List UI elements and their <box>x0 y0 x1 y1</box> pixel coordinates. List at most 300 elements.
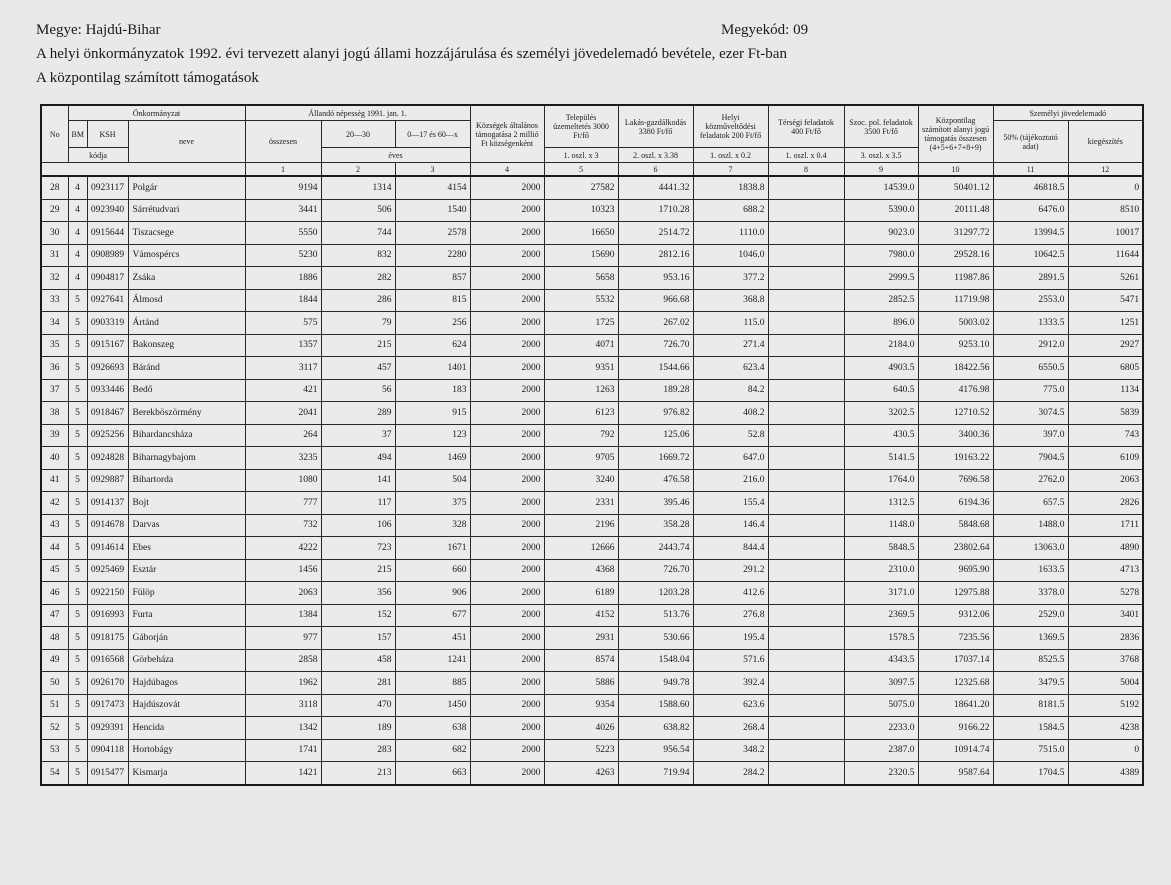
cell-kozponti: 7235.56 <box>918 627 993 650</box>
cell-age-20-30: 458 <box>321 649 395 672</box>
header-telepules: Település üzemeltetés 3000 Ft/fő <box>544 105 618 148</box>
cell-population-total: 1844 <box>245 289 321 312</box>
cell-kozponti: 6194.36 <box>918 492 993 515</box>
document-title: A helyi önkormányzatok 1992. évi tervezett alanyi jogú állami hozzájárulása és személyi jövedelemadó bevétele, ezer Ft-ban <box>36 46 787 62</box>
cell-age-20-30: 457 <box>321 357 395 380</box>
subsidy-table <box>40 104 1144 786</box>
cell-kiegeszites: 2927 <box>1068 334 1143 357</box>
cell-name: Bojt <box>128 492 245 515</box>
cell-name: Bedő <box>128 379 245 402</box>
cell-kozsegek: 2000 <box>470 244 544 267</box>
cell-age-0-17: 885 <box>395 672 470 695</box>
cell-bm: 4 <box>68 176 87 199</box>
cell-bm: 5 <box>68 402 87 425</box>
cell-ksh: 0923940 <box>87 199 128 222</box>
cell-telepules: 2931 <box>544 627 618 650</box>
cell-kozsegek: 2000 <box>470 582 544 605</box>
cell-no: 31 <box>41 244 68 267</box>
cell-kozsegek: 2000 <box>470 469 544 492</box>
cell-no: 43 <box>41 514 68 537</box>
cell-helyi: 115.0 <box>693 312 768 335</box>
cell-lakas: 358.28 <box>618 514 693 537</box>
cell-helyi: 84.2 <box>693 379 768 402</box>
cell-age-20-30: 117 <box>321 492 395 515</box>
cell-bm: 5 <box>68 559 87 582</box>
cell-name: Vámospércs <box>128 244 245 267</box>
table-row <box>41 469 1143 492</box>
cell-bm: 5 <box>68 289 87 312</box>
cell-kiegeszites: 0 <box>1068 176 1143 199</box>
cell-kozsegek: 2000 <box>470 222 544 245</box>
cell-szoc: 640.5 <box>844 379 918 402</box>
cell-tersegi <box>768 244 844 267</box>
cell-telepules: 1725 <box>544 312 618 335</box>
header-kozponti: Központilag számított alanyi jogú támogatás összesen (4+5+6+7+8+9) <box>918 105 993 163</box>
cell-population-total: 3118 <box>245 694 321 717</box>
cell-telepules: 1263 <box>544 379 618 402</box>
cell-lakas: 2443.74 <box>618 537 693 560</box>
cell-lakas: 530.66 <box>618 627 693 650</box>
header-col-number: 1 <box>245 163 321 177</box>
cell-age-0-17: 915 <box>395 402 470 425</box>
cell-name: Hajdúszovát <box>128 694 245 717</box>
cell-szja-50: 657.5 <box>993 492 1068 515</box>
cell-helyi: 408.2 <box>693 402 768 425</box>
cell-kozponti: 20111.48 <box>918 199 993 222</box>
cell-kiegeszites: 4389 <box>1068 762 1143 785</box>
cell-szja-50: 2529.0 <box>993 604 1068 627</box>
cell-no: 30 <box>41 222 68 245</box>
cell-population-total: 421 <box>245 379 321 402</box>
cell-bm: 5 <box>68 469 87 492</box>
cell-population-total: 2858 <box>245 649 321 672</box>
cell-population-total: 777 <box>245 492 321 515</box>
cell-tersegi <box>768 604 844 627</box>
cell-no: 41 <box>41 469 68 492</box>
cell-szoc: 9023.0 <box>844 222 918 245</box>
cell-no: 35 <box>41 334 68 357</box>
cell-bm: 5 <box>68 514 87 537</box>
cell-ksh: 0925256 <box>87 424 128 447</box>
cell-helyi: 392.4 <box>693 672 768 695</box>
cell-bm: 5 <box>68 379 87 402</box>
cell-kozsegek: 2000 <box>470 176 544 199</box>
cell-szja-50: 2762.0 <box>993 469 1068 492</box>
cell-szoc: 4343.5 <box>844 649 918 672</box>
cell-no: 33 <box>41 289 68 312</box>
cell-lakas: 2812.16 <box>618 244 693 267</box>
table-row <box>41 694 1143 717</box>
cell-age-0-17: 660 <box>395 559 470 582</box>
cell-kozponti: 11719.98 <box>918 289 993 312</box>
cell-lakas: 726.70 <box>618 334 693 357</box>
cell-kiegeszites: 4238 <box>1068 717 1143 740</box>
cell-population-total: 4222 <box>245 537 321 560</box>
table-row <box>41 289 1143 312</box>
cell-bm: 5 <box>68 334 87 357</box>
cell-kiegeszites: 5261 <box>1068 267 1143 290</box>
cell-age-0-17: 857 <box>395 267 470 290</box>
cell-tersegi <box>768 379 844 402</box>
table-row <box>41 492 1143 515</box>
cell-age-0-17: 1401 <box>395 357 470 380</box>
cell-age-20-30: 494 <box>321 447 395 470</box>
cell-tersegi <box>768 357 844 380</box>
cell-name: Tiszacsege <box>128 222 245 245</box>
header-col-number: 7 <box>693 163 768 177</box>
cell-helyi: 623.6 <box>693 694 768 717</box>
cell-ksh: 0903319 <box>87 312 128 335</box>
header-telepules-formula: 1. oszl. x 3 <box>544 148 618 163</box>
cell-age-0-17: 663 <box>395 762 470 785</box>
cell-kozsegek: 2000 <box>470 334 544 357</box>
cell-ksh: 0904118 <box>87 739 128 762</box>
cell-age-20-30: 189 <box>321 717 395 740</box>
cell-population-total: 5230 <box>245 244 321 267</box>
table-row <box>41 672 1143 695</box>
cell-lakas: 638.82 <box>618 717 693 740</box>
cell-kozponti: 5848.68 <box>918 514 993 537</box>
cell-kozponti: 3400.36 <box>918 424 993 447</box>
cell-population-total: 1456 <box>245 559 321 582</box>
cell-bm: 5 <box>68 762 87 785</box>
cell-age-20-30: 213 <box>321 762 395 785</box>
cell-helyi: 284.2 <box>693 762 768 785</box>
cell-tersegi <box>768 176 844 199</box>
cell-kozponti: 19163.22 <box>918 447 993 470</box>
cell-szja-50: 1633.5 <box>993 559 1068 582</box>
cell-szoc: 5075.0 <box>844 694 918 717</box>
cell-ksh: 0918175 <box>87 627 128 650</box>
table-row <box>41 244 1143 267</box>
cell-ksh: 0916568 <box>87 649 128 672</box>
header-helyi: Helyi közműveltődési feladatok 200 Ft/fő <box>693 105 768 148</box>
cell-helyi: 1838.8 <box>693 176 768 199</box>
cell-telepules: 3240 <box>544 469 618 492</box>
cell-tersegi <box>768 537 844 560</box>
header-szoc-formula: 3. oszl. x 3.5 <box>844 148 918 163</box>
cell-age-20-30: 106 <box>321 514 395 537</box>
cell-bm: 4 <box>68 244 87 267</box>
cell-name: Hortobágy <box>128 739 245 762</box>
cell-szoc: 2310.0 <box>844 559 918 582</box>
cell-kozponti: 50401.12 <box>918 176 993 199</box>
cell-telepules: 10323 <box>544 199 618 222</box>
cell-kozsegek: 2000 <box>470 402 544 425</box>
cell-age-0-17: 638 <box>395 717 470 740</box>
cell-kozsegek: 2000 <box>470 199 544 222</box>
cell-kiegeszites: 2063 <box>1068 469 1143 492</box>
cell-ksh: 0924828 <box>87 447 128 470</box>
cell-szja-50: 7904.5 <box>993 447 1068 470</box>
header-nepesseg: Állandó népesség 1991. jan. 1. <box>245 105 470 121</box>
cell-telepules: 8574 <box>544 649 618 672</box>
table-row <box>41 312 1143 335</box>
cell-tersegi <box>768 717 844 740</box>
cell-szja-50: 8181.5 <box>993 694 1068 717</box>
cell-kiegeszites: 4890 <box>1068 537 1143 560</box>
cell-age-20-30: 723 <box>321 537 395 560</box>
cell-kiegeszites: 5839 <box>1068 402 1143 425</box>
cell-kozponti: 18422.56 <box>918 357 993 380</box>
cell-age-20-30: 141 <box>321 469 395 492</box>
cell-age-0-17: 2280 <box>395 244 470 267</box>
cell-telepules: 2196 <box>544 514 618 537</box>
cell-name: Darvas <box>128 514 245 537</box>
cell-lakas: 976.82 <box>618 402 693 425</box>
header-eves: éves <box>321 148 470 163</box>
cell-ksh: 0908989 <box>87 244 128 267</box>
cell-age-20-30: 744 <box>321 222 395 245</box>
cell-population-total: 1384 <box>245 604 321 627</box>
cell-name: Hajdúbagos <box>128 672 245 695</box>
table-row <box>41 582 1143 605</box>
cell-population-total: 575 <box>245 312 321 335</box>
cell-szoc: 3171.0 <box>844 582 918 605</box>
cell-szja-50: 2912.0 <box>993 334 1068 357</box>
cell-bm: 5 <box>68 312 87 335</box>
cell-telepules: 4263 <box>544 762 618 785</box>
cell-tersegi <box>768 402 844 425</box>
table-row <box>41 357 1143 380</box>
table-row <box>41 379 1143 402</box>
header-no: No <box>41 105 68 163</box>
table-row <box>41 267 1143 290</box>
cell-kozsegek: 2000 <box>470 672 544 695</box>
cell-age-0-17: 1241 <box>395 649 470 672</box>
document-subtitle: A központilag számított támogatások <box>36 70 259 86</box>
table-row <box>41 447 1143 470</box>
cell-lakas: 395.46 <box>618 492 693 515</box>
cell-szoc: 3202.5 <box>844 402 918 425</box>
cell-kiegeszites: 5471 <box>1068 289 1143 312</box>
cell-population-total: 1357 <box>245 334 321 357</box>
cell-ksh: 0914614 <box>87 537 128 560</box>
cell-ksh: 0922150 <box>87 582 128 605</box>
cell-telepules: 4368 <box>544 559 618 582</box>
cell-kozponti: 12325.68 <box>918 672 993 695</box>
cell-bm: 5 <box>68 604 87 627</box>
cell-helyi: 647.0 <box>693 447 768 470</box>
header-kiegeszites: kiegészítés <box>1068 121 1143 163</box>
cell-helyi: 368.8 <box>693 289 768 312</box>
cell-kiegeszites: 2836 <box>1068 627 1143 650</box>
header-szja-50: 50% (tájékoztató adat) <box>993 121 1068 163</box>
cell-ksh: 0918467 <box>87 402 128 425</box>
cell-szja-50: 2891.5 <box>993 267 1068 290</box>
cell-tersegi <box>768 559 844 582</box>
cell-kiegeszites: 10017 <box>1068 222 1143 245</box>
table-row <box>41 176 1143 199</box>
header-col-number: 10 <box>918 163 993 177</box>
cell-kiegeszites: 11644 <box>1068 244 1143 267</box>
cell-lakas: 1669.72 <box>618 447 693 470</box>
cell-bm: 4 <box>68 199 87 222</box>
cell-kozponti: 10914.74 <box>918 739 993 762</box>
cell-szoc: 2184.0 <box>844 334 918 357</box>
cell-lakas: 956.54 <box>618 739 693 762</box>
cell-bm: 5 <box>68 424 87 447</box>
cell-age-20-30: 286 <box>321 289 395 312</box>
cell-szoc: 1578.5 <box>844 627 918 650</box>
cell-name: Biharnagybajom <box>128 447 245 470</box>
cell-name: Zsáka <box>128 267 245 290</box>
cell-helyi: 276.8 <box>693 604 768 627</box>
cell-lakas: 726.70 <box>618 559 693 582</box>
cell-szja-50: 2553.0 <box>993 289 1068 312</box>
cell-name: Ebes <box>128 537 245 560</box>
cell-kozponti: 9695.90 <box>918 559 993 582</box>
cell-kozsegek: 2000 <box>470 267 544 290</box>
header-col-number: 12 <box>1068 163 1143 177</box>
cell-age-20-30: 1314 <box>321 176 395 199</box>
cell-kozsegek: 2000 <box>470 559 544 582</box>
cell-age-0-17: 624 <box>395 334 470 357</box>
cell-age-0-17: 4154 <box>395 176 470 199</box>
cell-tersegi <box>768 199 844 222</box>
cell-szoc: 1764.0 <box>844 469 918 492</box>
cell-name: Bakonszeg <box>128 334 245 357</box>
cell-name: Gáborján <box>128 627 245 650</box>
cell-age-20-30: 289 <box>321 402 395 425</box>
table-row <box>41 762 1143 785</box>
cell-kozsegek: 2000 <box>470 739 544 762</box>
cell-tersegi <box>768 672 844 695</box>
cell-no: 48 <box>41 627 68 650</box>
cell-name: Sárrétudvari <box>128 199 245 222</box>
cell-kozponti: 4176.98 <box>918 379 993 402</box>
cell-kozponti: 12975.88 <box>918 582 993 605</box>
cell-kozponti: 23802.64 <box>918 537 993 560</box>
table-row <box>41 717 1143 740</box>
cell-kozsegek: 2000 <box>470 627 544 650</box>
cell-telepules: 27582 <box>544 176 618 199</box>
table-body <box>41 176 1143 785</box>
cell-tersegi <box>768 312 844 335</box>
table-row <box>41 739 1143 762</box>
cell-kiegeszites: 5004 <box>1068 672 1143 695</box>
cell-no: 47 <box>41 604 68 627</box>
cell-kozponti: 31297.72 <box>918 222 993 245</box>
cell-ksh: 0904817 <box>87 267 128 290</box>
cell-tersegi <box>768 469 844 492</box>
cell-population-total: 1342 <box>245 717 321 740</box>
cell-kozponti: 9587.64 <box>918 762 993 785</box>
cell-age-0-17: 2578 <box>395 222 470 245</box>
cell-kozponti: 12710.52 <box>918 402 993 425</box>
cell-kozsegek: 2000 <box>470 604 544 627</box>
cell-kozsegek: 2000 <box>470 424 544 447</box>
cell-name: Báránd <box>128 357 245 380</box>
cell-kozsegek: 2000 <box>470 694 544 717</box>
cell-szoc: 1312.5 <box>844 492 918 515</box>
cell-szoc: 4903.5 <box>844 357 918 380</box>
cell-kiegeszites: 1251 <box>1068 312 1143 335</box>
cell-lakas: 1203.28 <box>618 582 693 605</box>
cell-helyi: 271.4 <box>693 334 768 357</box>
cell-lakas: 949.78 <box>618 672 693 695</box>
header-lakas-formula: 2. oszl. x 3.38 <box>618 148 693 163</box>
cell-age-0-17: 1540 <box>395 199 470 222</box>
cell-lakas: 1544.66 <box>618 357 693 380</box>
cell-telepules: 6189 <box>544 582 618 605</box>
cell-helyi: 412.6 <box>693 582 768 605</box>
cell-ksh: 0914137 <box>87 492 128 515</box>
cell-no: 36 <box>41 357 68 380</box>
cell-telepules: 4026 <box>544 717 618 740</box>
cell-lakas: 2514.72 <box>618 222 693 245</box>
cell-kiegeszites: 6109 <box>1068 447 1143 470</box>
cell-bm: 5 <box>68 627 87 650</box>
cell-ksh: 0914678 <box>87 514 128 537</box>
county-label: Megye: Hajdú-Bihar <box>36 22 161 38</box>
cell-telepules: 9705 <box>544 447 618 470</box>
header-osszesen: összesen <box>245 121 321 163</box>
cell-ksh: 0915477 <box>87 762 128 785</box>
header-lakas: Lakás-gazdálkodás 3380 Ft/fő <box>618 105 693 148</box>
cell-helyi: 216.0 <box>693 469 768 492</box>
cell-age-0-17: 504 <box>395 469 470 492</box>
cell-age-0-17: 183 <box>395 379 470 402</box>
cell-kiegeszites: 0 <box>1068 739 1143 762</box>
table-row <box>41 514 1143 537</box>
cell-helyi: 146.4 <box>693 514 768 537</box>
cell-ksh: 0927641 <box>87 289 128 312</box>
cell-szja-50: 3479.5 <box>993 672 1068 695</box>
cell-szja-50: 3074.5 <box>993 402 1068 425</box>
cell-age-20-30: 356 <box>321 582 395 605</box>
cell-szja-50: 6476.0 <box>993 199 1068 222</box>
header-number-blank <box>41 163 245 177</box>
cell-name: Polgár <box>128 176 245 199</box>
cell-telepules: 12666 <box>544 537 618 560</box>
cell-ksh: 0915167 <box>87 334 128 357</box>
cell-population-total: 1421 <box>245 762 321 785</box>
cell-tersegi <box>768 492 844 515</box>
cell-telepules: 792 <box>544 424 618 447</box>
cell-szoc: 896.0 <box>844 312 918 335</box>
cell-helyi: 623.4 <box>693 357 768 380</box>
cell-no: 39 <box>41 424 68 447</box>
cell-lakas: 966.68 <box>618 289 693 312</box>
cell-population-total: 264 <box>245 424 321 447</box>
cell-kiegeszites: 743 <box>1068 424 1143 447</box>
cell-no: 44 <box>41 537 68 560</box>
cell-szoc: 2233.0 <box>844 717 918 740</box>
header-col-number: 4 <box>470 163 544 177</box>
cell-no: 34 <box>41 312 68 335</box>
cell-population-total: 1080 <box>245 469 321 492</box>
cell-kiegeszites: 8510 <box>1068 199 1143 222</box>
cell-no: 32 <box>41 267 68 290</box>
cell-age-0-17: 451 <box>395 627 470 650</box>
cell-kozsegek: 2000 <box>470 649 544 672</box>
cell-no: 28 <box>41 176 68 199</box>
cell-name: Berekböszörmény <box>128 402 245 425</box>
header-col-number: 3 <box>395 163 470 177</box>
cell-kozsegek: 2000 <box>470 762 544 785</box>
cell-helyi: 571.6 <box>693 649 768 672</box>
cell-kozponti: 18641.20 <box>918 694 993 717</box>
cell-bm: 5 <box>68 739 87 762</box>
cell-szoc: 5390.0 <box>844 199 918 222</box>
table-row <box>41 402 1143 425</box>
cell-telepules: 16650 <box>544 222 618 245</box>
cell-population-total: 2063 <box>245 582 321 605</box>
cell-ksh: 0933446 <box>87 379 128 402</box>
cell-age-20-30: 283 <box>321 739 395 762</box>
cell-telepules: 5658 <box>544 267 618 290</box>
